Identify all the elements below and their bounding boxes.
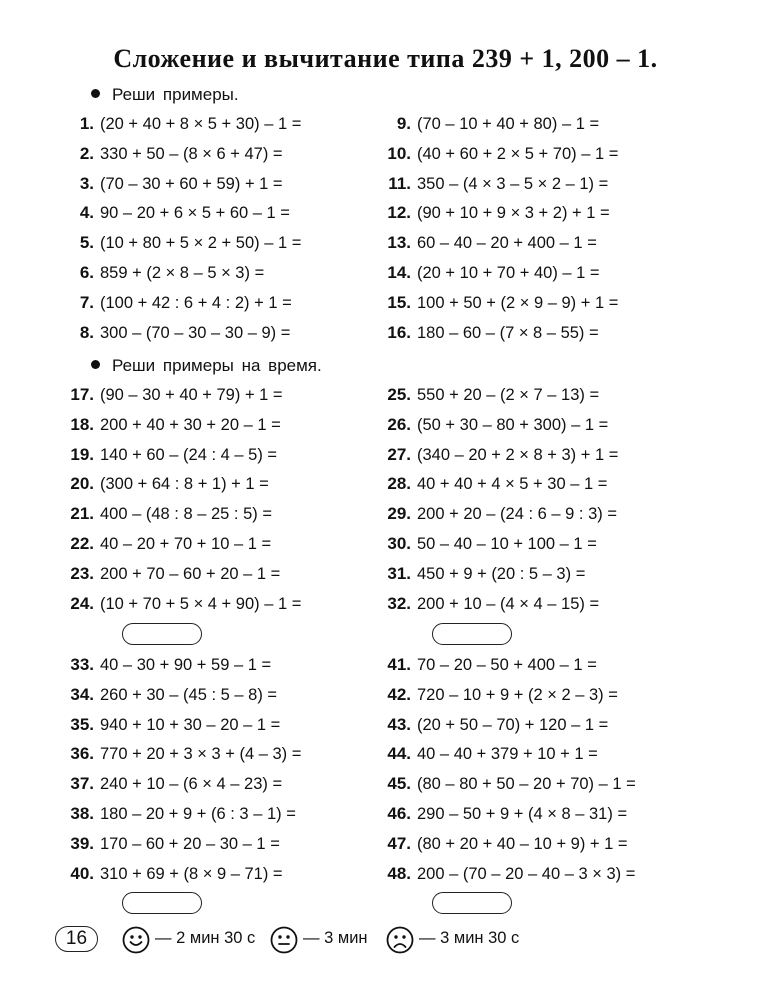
example-row — [60, 683, 277, 707]
answer-box[interactable] — [122, 892, 202, 914]
example-expression: 310 + 69 + (8 × 9 – 71) = — [100, 865, 283, 883]
example-expression: 720 – 10 + 9 + (2 × 2 – 3) = — [417, 686, 618, 704]
example-expression: (20 + 40 + 8 × 5 + 30) – 1 = — [100, 115, 302, 133]
example-expression: (10 + 70 + 5 × 4 + 90) – 1 = — [100, 595, 302, 613]
example-row — [60, 832, 280, 856]
example-expression: 300 – (70 – 30 – 30 – 9) = — [100, 324, 291, 342]
example-number: 44. — [387, 744, 411, 763]
example-number: 30. — [387, 534, 411, 553]
example-row — [377, 772, 636, 796]
example-row — [60, 413, 281, 437]
legend-label: — 3 мин 30 с — [419, 929, 520, 947]
neutral-face-icon — [270, 926, 298, 954]
example-number: 14. — [387, 263, 411, 282]
example-number: 36. — [70, 744, 94, 763]
page-title: Сложение и вычитание типа 239 + 1, 200 – 1. — [113, 44, 658, 73]
example-row — [377, 413, 608, 437]
example-expression: 350 – (4 × 3 – 5 × 2 – 1) = — [417, 175, 609, 193]
example-row — [377, 443, 618, 467]
example-number: 37. — [70, 774, 94, 793]
example-row — [377, 112, 599, 136]
example-number: 17. — [70, 385, 94, 404]
example-expression: (40 + 60 + 2 × 5 + 70) – 1 = — [417, 145, 619, 163]
answer-box[interactable] — [432, 892, 512, 914]
example-number: 13. — [387, 233, 411, 252]
example-expression: 60 – 40 – 20 + 400 – 1 = — [417, 234, 597, 252]
example-number: 18. — [70, 415, 94, 434]
example-row — [377, 291, 618, 315]
example-number: 28. — [387, 474, 411, 493]
answer-box[interactable] — [122, 623, 202, 645]
example-expression: 200 + 40 + 30 + 20 – 1 = — [100, 416, 281, 434]
example-number: 46. — [387, 804, 411, 823]
example-row — [377, 201, 610, 225]
example-number: 26. — [387, 415, 411, 434]
example-number: 11. — [388, 174, 411, 193]
example-number: 33. — [70, 655, 94, 674]
example-row — [377, 383, 599, 407]
example-row — [60, 562, 280, 586]
example-expression: 240 + 10 – (6 × 4 – 23) = — [100, 775, 283, 793]
example-expression: (300 + 64 : 8 + 1) + 1 = — [100, 475, 269, 493]
section-heading-1 — [91, 85, 239, 105]
page-number: 16 — [55, 926, 98, 952]
example-number: 39. — [70, 834, 94, 853]
example-row — [377, 231, 597, 255]
example-expression: (50 + 30 – 80 + 300) – 1 = — [417, 416, 609, 434]
example-number: 2. — [79, 144, 94, 163]
example-number: 19. — [70, 445, 94, 464]
example-expression: (10 + 80 + 5 × 2 + 50) – 1 = — [100, 234, 302, 252]
example-expression: 260 + 30 – (45 : 5 – 8) = — [100, 686, 278, 704]
example-number: 4. — [79, 203, 94, 222]
example-expression: (100 + 42 : 6 + 4 : 2) + 1 = — [100, 294, 292, 312]
section-heading-text: Реши примеры на время. — [112, 356, 322, 375]
bullet-icon — [91, 360, 100, 369]
example-expression: 200 – (70 – 20 – 40 – 3 × 3) = — [417, 865, 636, 883]
example-number: 20. — [70, 474, 94, 493]
example-expression: 90 – 20 + 6 × 5 + 60 – 1 = — [100, 204, 290, 222]
example-number: 38. — [70, 804, 94, 823]
example-number: 16. — [387, 323, 411, 342]
example-row — [60, 443, 277, 467]
example-row — [377, 261, 600, 285]
example-row — [377, 832, 628, 856]
example-row — [60, 261, 264, 285]
example-row — [60, 291, 292, 315]
example-number: 12. — [387, 203, 411, 222]
example-row — [377, 713, 608, 737]
example-row — [377, 862, 635, 886]
example-row — [60, 172, 283, 196]
example-row — [60, 592, 301, 616]
happy-face-icon — [122, 926, 150, 954]
example-expression: (90 + 10 + 9 × 3 + 2) + 1 = — [417, 204, 610, 222]
example-number: 22. — [70, 534, 94, 553]
example-expression: 50 – 40 – 10 + 100 – 1 = — [417, 535, 597, 553]
example-expression: 770 + 20 + 3 × 3 + (4 – 3) = — [100, 745, 302, 763]
section-heading-text: Реши примеры. — [112, 85, 239, 104]
example-number: 15. — [387, 293, 411, 312]
example-row — [60, 713, 280, 737]
example-row — [60, 742, 301, 766]
example-number: 21. — [70, 504, 94, 523]
section-heading-2 — [91, 356, 322, 376]
example-expression: 400 – (48 : 8 – 25 : 5) = — [100, 505, 272, 523]
example-expression: 180 – 20 + 9 + (6 : 3 – 1) = — [100, 805, 296, 823]
example-expression: 940 + 10 + 30 – 20 – 1 = — [100, 716, 281, 734]
example-row — [60, 502, 272, 526]
answer-box[interactable] — [432, 623, 512, 645]
example-expression: (70 – 10 + 40 + 80) – 1 = — [417, 115, 600, 133]
example-row — [60, 112, 301, 136]
example-row — [377, 142, 618, 166]
example-row — [377, 172, 608, 196]
example-row — [377, 683, 618, 707]
example-number: 7. — [79, 293, 94, 312]
example-number: 3. — [79, 174, 94, 193]
example-expression: 40 – 30 + 90 + 59 – 1 = — [100, 656, 272, 674]
example-number: 29. — [387, 504, 411, 523]
example-expression: 40 – 20 + 70 + 10 – 1 = — [100, 535, 272, 553]
example-number: 34. — [70, 685, 94, 704]
example-expression: 140 + 60 – (24 : 4 – 5) = — [100, 446, 278, 464]
example-expression: 170 – 60 + 20 – 30 – 1 = — [100, 835, 280, 853]
example-row — [60, 862, 283, 886]
example-number: 41. — [387, 655, 411, 674]
example-expression: 200 + 10 – (4 × 4 – 15) = — [417, 595, 600, 613]
example-number: 48. — [387, 864, 411, 883]
example-expression: (70 – 30 + 60 + 59) + 1 = — [100, 175, 283, 193]
example-expression: 200 + 20 – (24 : 6 – 9 : 3) = — [417, 505, 617, 523]
example-row — [60, 772, 282, 796]
example-row — [377, 742, 598, 766]
example-expression: (340 – 20 + 2 × 8 + 3) + 1 = — [417, 446, 619, 464]
example-expression: 330 + 50 – (8 × 6 + 47) = — [100, 145, 283, 163]
example-row — [60, 142, 283, 166]
example-number: 31. — [387, 564, 411, 583]
example-expression: 200 + 70 – 60 + 20 – 1 = — [100, 565, 281, 583]
example-number: 24. — [70, 594, 94, 613]
example-row — [377, 502, 617, 526]
example-expression: (20 + 10 + 70 + 40) – 1 = — [417, 264, 600, 282]
example-number: 32. — [387, 594, 411, 613]
example-number: 25. — [387, 385, 411, 404]
example-row — [377, 472, 607, 496]
example-row — [377, 532, 597, 556]
example-row — [60, 472, 269, 496]
example-number: 23. — [70, 564, 94, 583]
example-expression: (20 + 50 – 70) + 120 – 1 = — [417, 716, 609, 734]
example-number: 45. — [387, 774, 411, 793]
sad-face-icon — [386, 926, 414, 954]
example-row — [377, 321, 599, 345]
example-row — [377, 802, 627, 826]
example-expression: (90 – 30 + 40 + 79) + 1 = — [100, 386, 283, 404]
example-row — [377, 653, 597, 677]
example-number: 27. — [387, 445, 411, 464]
example-expression: 70 – 20 – 50 + 400 – 1 = — [417, 656, 597, 674]
example-row — [377, 562, 585, 586]
example-number: 6. — [79, 263, 94, 282]
example-number: 8. — [79, 323, 94, 342]
bullet-icon — [91, 89, 100, 98]
example-row — [60, 802, 296, 826]
example-expression: 450 + 9 + (20 : 5 – 3) = — [417, 565, 586, 583]
example-expression: 40 + 40 + 4 × 5 + 30 – 1 = — [417, 475, 608, 493]
example-number: 40. — [70, 864, 94, 883]
example-number: 47. — [387, 834, 411, 853]
example-expression: 100 + 50 + (2 × 9 – 9) + 1 = — [417, 294, 619, 312]
example-number: 43. — [387, 715, 411, 734]
example-row — [60, 231, 301, 255]
example-row — [60, 653, 271, 677]
example-row — [60, 201, 290, 225]
example-expression: 40 – 40 + 379 + 10 + 1 = — [417, 745, 598, 763]
example-row — [60, 532, 271, 556]
footer — [0, 924, 771, 956]
example-row — [377, 592, 599, 616]
example-number: 35. — [70, 715, 94, 734]
example-expression: 859 + (2 × 8 – 5 × 3) = — [100, 264, 265, 282]
example-number: 42. — [387, 685, 411, 704]
example-number: 10. — [387, 144, 411, 163]
example-number: 5. — [79, 233, 94, 252]
example-row — [60, 383, 283, 407]
example-expression: (80 – 80 + 50 – 20 + 70) – 1 = — [417, 775, 636, 793]
example-expression: 180 – 60 – (7 × 8 – 55) = — [417, 324, 599, 342]
example-row — [60, 321, 290, 345]
example-expression: (80 + 20 + 40 – 10 + 9) + 1 = — [417, 835, 628, 853]
legend-label: — 3 мин — [303, 929, 368, 947]
legend-label: — 2 мин 30 с — [155, 929, 256, 947]
example-number: 9. — [396, 114, 411, 133]
example-expression: 290 – 50 + 9 + (4 × 8 – 31) = — [417, 805, 628, 823]
example-number: 1. — [79, 114, 94, 133]
example-expression: 550 + 20 – (2 × 7 – 13) = — [417, 386, 600, 404]
